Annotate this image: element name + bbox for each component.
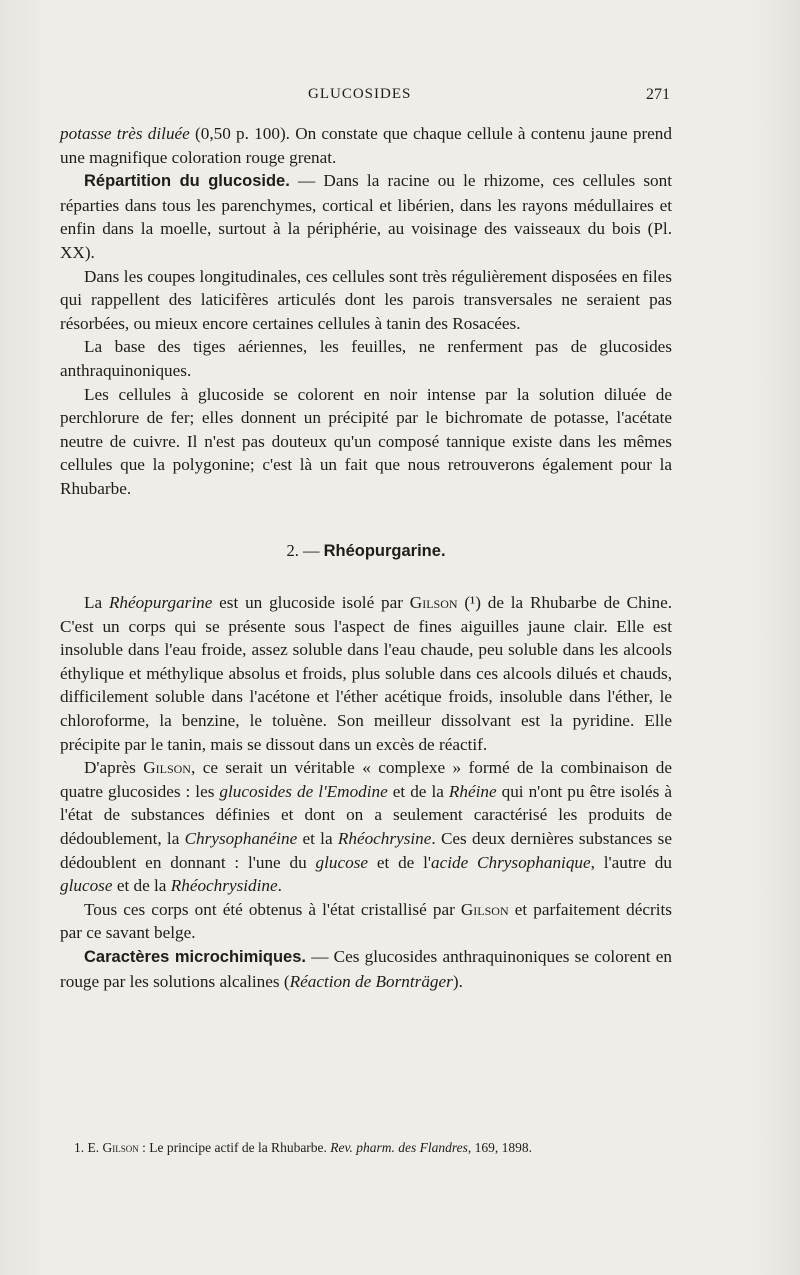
running-title: GLUCOSIDES (308, 86, 412, 102)
page-body (60, 122, 672, 993)
running-header (60, 86, 670, 110)
paragraph-5: Les cellules à glucoside se colorent en noir intense par la solution diluée de perchlorure de fer; elles donnent un précipité par le bichromate de potasse, l'acétate neutre de cuivre. Il n'est pas douteux qu'un composé tannique existe dans les mêmes cellules que la polygonine; c'est là un fait que nous retrouverons également pour la Rhubarbe. (60, 384, 672, 498)
page-number: 271 (646, 86, 670, 103)
paragraph-3: Dans les coupes longitudinales, ces cellules sont très régulièrement disposées en files qui rappellent des laticifères articulés dont les parois transversales ne seraient pas résorbées, ou mieux encore certaines cellules à tanin des Rosacées. (60, 266, 672, 333)
subheading-repartition: Répartition du glucoside. (84, 172, 290, 191)
footnote: 1. E. Gilson : Le principe actif de la Rhubarbe. Rev. pharm. des Flandres, 169, 1898. (74, 1140, 533, 1155)
paragraph-repartition: Répartition du glucoside. — Dans la racine ou le rhizome, ces cellules sont réparties dans tous les parenchymes, cortical et libérien, dans les rayons médullaires et enfin dans la moelle, surtout à la périphérie, au voisinage des vaisseaux du bois (Pl. XX). (60, 171, 673, 262)
paragraph-4: La base des tiges aériennes, les feuilles, ne renferment pas de glucosides anthraquinoniques. (60, 337, 672, 380)
paragraph-8: Tous ces corps ont été obtenus à l'état cristallisé par Gilson et parfaitement décrits par ce savant belge. (60, 899, 672, 943)
subheading-microchimiques: Caractères microchimiques. (84, 948, 306, 966)
section-title: 2. — Rhéopurgarine. (286, 540, 446, 560)
section-name: Rhéopurgarine. (323, 541, 446, 560)
paragraph-6: La Rhéopurgarine est un glucoside isolé par Gilson (¹) de la Rhubarbe de Chine. C'est un corps qui se présente sous l'aspect de fines aiguilles jaune clair. Elle est insoluble dans l'eau froide, assez soluble dans l'eau chaude, peu soluble dans les alcools éthylique et méthylique absolus et froids, plus soluble dans ces alcools dilués et chauds, difficilement soluble dans l'acétone et l'éther acétique froids, insoluble dans l'éther, le chloroforme, la benzine, le toluène. Son meilleur dissolvant est la pyridine. Elle précipite par le tanin, mais se dissout dans un excès de réactif. (60, 593, 672, 754)
paragraph-microchimiques: Caractères microchimiques. — Ces glucosides anthraquinoniques se colorent en rouge par les solutions alcalines (Réaction de Bornträger). (60, 947, 672, 991)
paragraph-1: potasse très diluée (0,50 p. 100). On constate que chaque cellule à contenu jaune prend une magnifique coloration rouge grenat. (60, 124, 672, 167)
paragraph-7: D'après Gilson, ce serait un véritable « complexe » formé de la combinaison de quatre glucosides : les glucosides de l'Emodine et de la Rhéine qui n'ont pu être isolés à l'état de substances définies et dont on a seulement caractérisé les produits de dédoublement, la Chrysophanéine et la Rhéochrysine. Ces deux dernières substances se dédoublent en donnant : l'une du glucose et de l'acide Chrysophanique, l'autre du glucose et de la Rhéochrysidine. (60, 758, 672, 896)
